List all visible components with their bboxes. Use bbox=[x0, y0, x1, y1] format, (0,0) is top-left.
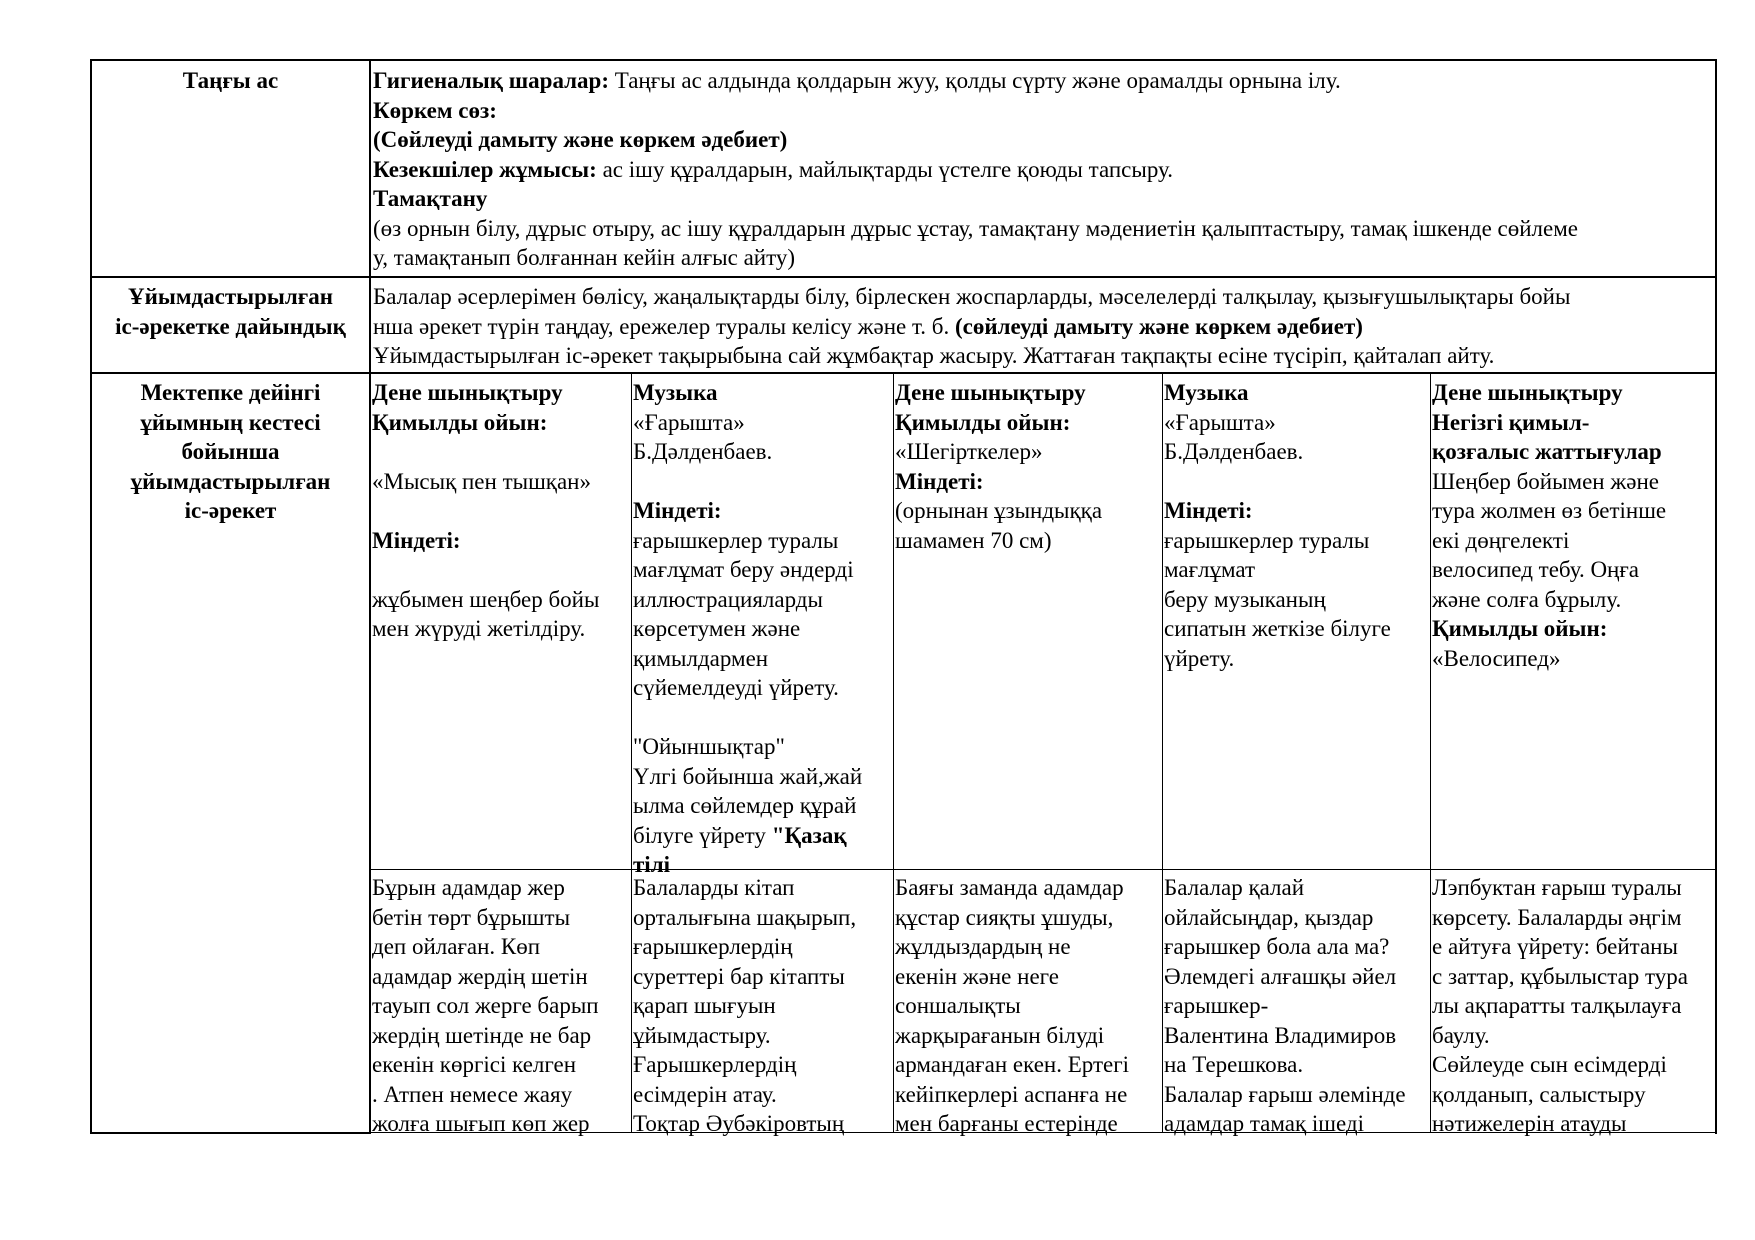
bottom-line: жарқырағанын білуді bbox=[895, 1022, 1105, 1048]
bottom-line: армандаған екен. Ертегі bbox=[895, 1052, 1130, 1077]
schedule-header-line: іс-әрекет bbox=[184, 498, 277, 523]
bottom-line: екенін көргісі келген bbox=[372, 1052, 577, 1077]
col2-author: Б.Дәлденбаев. bbox=[633, 439, 773, 464]
col2-task-line: сүйемелдеуді үйрету. bbox=[633, 675, 839, 700]
col2-title: Музыка bbox=[633, 380, 718, 405]
schedule-col-3 bbox=[894, 378, 1162, 555]
bottom-line: соншалықты bbox=[895, 993, 1021, 1018]
col4-title: Музыка bbox=[1164, 380, 1249, 405]
col2-task-line: мағлұмат беру әндерді bbox=[633, 557, 854, 582]
bottom-line: Сөйлеуде сын есімдерді bbox=[1432, 1052, 1667, 1077]
col4-song: «Ғарышта» bbox=[1164, 409, 1276, 435]
row-divider-2 bbox=[90, 372, 1717, 374]
bottom-line: адамдар жердің шетін bbox=[372, 963, 588, 989]
col1-game: «Мысық пен тышқан» bbox=[372, 468, 591, 494]
bottom-line: . Атпен немесе жаяу bbox=[372, 1081, 573, 1107]
bottom-line: лы ақпаратты талқылауға bbox=[1432, 993, 1682, 1018]
bottom-line: е айтуға үйрету: бейтаны bbox=[1432, 934, 1678, 959]
col5-title: Дене шынықтыру bbox=[1432, 380, 1623, 405]
row-header-schedule bbox=[92, 378, 369, 526]
duty-line bbox=[373, 155, 1714, 185]
spacer bbox=[633, 703, 892, 733]
bottom-line: с заттар, құбылыстар тура bbox=[1432, 963, 1688, 989]
preparation-header-line-2: іс-әрекетке дайындық bbox=[115, 313, 346, 339]
bottom-line: кейіпкерлері аспанға не bbox=[895, 1081, 1128, 1107]
bottom-line: ойлайсыңдар, қыздар bbox=[1164, 904, 1374, 930]
spacer bbox=[1164, 467, 1429, 497]
col5-text-line: және солға бұрылу. bbox=[1432, 586, 1622, 612]
speech-development-line bbox=[373, 125, 1714, 155]
col1-task-line: мен жүруді жетілдіру. bbox=[372, 616, 586, 641]
bottom-line: бетін төрт бұрышты bbox=[372, 904, 571, 930]
col5-subtitle: Негізгі қимыл- bbox=[1432, 409, 1590, 435]
schedule-header-line: ұйымдастырылған bbox=[130, 468, 331, 494]
duty-label: Кезекшілер жұмысы: bbox=[373, 156, 597, 182]
bottom-line: жердің шетінде не бар bbox=[372, 1022, 592, 1048]
table-border-top bbox=[90, 59, 1717, 61]
bottom-line: көрсету. Балаларды әңгім bbox=[1432, 904, 1682, 930]
table-border-bottom-left bbox=[90, 1132, 371, 1134]
col2-extra-title: "Ойыншықтар" bbox=[633, 734, 785, 759]
subrow-divider bbox=[369, 869, 1717, 870]
schedule-header-line: Мектепке дейінгі bbox=[140, 380, 321, 405]
speech-development-label: (Сөйлеуді дамыту және көркем әдебиет) bbox=[373, 127, 788, 152]
col5-text-line: Шеңбер бойымен және bbox=[1432, 468, 1659, 494]
artistic-word-line bbox=[373, 96, 1714, 126]
bottom-line: ғарышкер бола ала ма? bbox=[1164, 934, 1390, 959]
breakfast-header-text: Таңғы ас bbox=[182, 68, 279, 93]
col2-extra-line: білуге үйрету "Қазақ bbox=[633, 822, 847, 848]
bottom-line: қолданып, салыстыру bbox=[1432, 1081, 1646, 1107]
col1-task-label: Міндеті: bbox=[372, 527, 461, 553]
bottom-col-1 bbox=[371, 873, 631, 1139]
bottom-line: Әлемдегі алғашқы әйел bbox=[1164, 963, 1397, 989]
table-border-left bbox=[90, 59, 92, 1134]
col5-text-line: екі дөңгелекті bbox=[1432, 527, 1570, 553]
bottom-line: Балаларды кітап bbox=[633, 875, 795, 900]
bottom-line: на Терешкова. bbox=[1164, 1052, 1304, 1077]
bottom-col-3 bbox=[894, 873, 1162, 1139]
bottom-line: суреттері бар кітапты bbox=[633, 963, 845, 989]
col3-subtitle: Қимылды ойын: bbox=[895, 409, 1071, 435]
bottom-line: Лэпбуктан ғарыш туралы bbox=[1432, 875, 1682, 900]
col5-subtitle: қозғалыс жаттығулар bbox=[1432, 439, 1662, 464]
bottom-line: Баяғы заманда адамдар bbox=[895, 875, 1124, 900]
bottom-line: Балалар қалай bbox=[1164, 875, 1305, 900]
schedule-col-4 bbox=[1163, 378, 1430, 673]
col5-text-line: тура жолмен өз бетінше bbox=[1432, 498, 1667, 523]
col1-task-line: жұбымен шеңбер бойы bbox=[372, 586, 600, 612]
bottom-line: Ғарышкерлердің bbox=[633, 1052, 797, 1077]
preparation-line-2 bbox=[373, 312, 1714, 342]
bottom-line: адамдар тамақ ішеді bbox=[1164, 1111, 1365, 1136]
bottom-line: екенін және неге bbox=[895, 963, 1059, 989]
preparation-line-2-text: нша әрекет түрін таңдау, ережелер туралы келісу және т. б. bbox=[373, 313, 956, 339]
col4-task-line: ғарышкерлер туралы bbox=[1164, 527, 1370, 553]
bottom-line: баулу. bbox=[1432, 1022, 1490, 1048]
bottom-line: жолға шығып көп жер bbox=[372, 1111, 590, 1136]
schedule-header-line: ұйымның кестесі bbox=[140, 409, 321, 435]
schedule-col-5 bbox=[1431, 378, 1715, 673]
eating-line bbox=[373, 184, 1714, 214]
schedule-col-2 bbox=[632, 378, 893, 880]
breakfast-content bbox=[372, 66, 1715, 273]
row-header-breakfast bbox=[92, 66, 369, 96]
col4-task-label: Міндеті: bbox=[1164, 498, 1253, 523]
bottom-col-5 bbox=[1431, 873, 1715, 1139]
row-header-preparation bbox=[92, 282, 369, 341]
col2-extra-line: Үлгі бойынша жай,жай bbox=[633, 763, 863, 789]
eating-text-line-2: у, тамақтанып болғаннан кейін алғыс айту) bbox=[373, 245, 796, 270]
col2-task-line: қимылдармен bbox=[633, 645, 769, 671]
col4-task-line: мағлұмат bbox=[1164, 557, 1256, 582]
col4-task-line: сипатын жеткізе білуге bbox=[1164, 616, 1391, 641]
row-divider-1 bbox=[90, 276, 1717, 278]
duty-text: ас ішу құралдарын, майлықтарды үстелге қоюды тапсыру. bbox=[596, 156, 1173, 182]
col5-text-line: велосипед тебу. Оңға bbox=[1432, 557, 1640, 582]
eating-text-line-1: (өз орнын білу, дұрыс отыру, ас ішу құралдарын дұрыс ұстау, тамақтану мәдениетін қалыптастыру, тамақ ішкенде сөйлеме bbox=[373, 215, 1578, 241]
bottom-line: ғарышкерлердің bbox=[633, 934, 793, 959]
col1-subtitle: Қимылды ойын: bbox=[372, 409, 548, 435]
bottom-line: мен барғаны естерінде bbox=[895, 1111, 1118, 1136]
spacer bbox=[372, 555, 630, 585]
col2-task-line: ғарышкерлер туралы bbox=[633, 527, 839, 553]
hygiene-line bbox=[373, 66, 1714, 96]
bottom-line: Бұрын адамдар жер bbox=[372, 875, 565, 900]
bottom-line: есімдерін атау. bbox=[633, 1081, 777, 1107]
spacer bbox=[633, 467, 892, 497]
bottom-line: ұйымдастыру. bbox=[633, 1022, 771, 1048]
hygiene-label: Гигиеналық шаралар: bbox=[373, 68, 609, 93]
bottom-line: нәтижелерін атауды bbox=[1432, 1111, 1627, 1136]
schedule-col-1 bbox=[371, 378, 631, 644]
bottom-line: құстар сияқты ұшуды, bbox=[895, 904, 1114, 930]
spacer bbox=[372, 437, 630, 467]
schedule-header-line: бойынша bbox=[181, 439, 280, 464]
col1-title: Дене шынықтыру bbox=[372, 380, 563, 405]
col5-game-label: Қимылды ойын: bbox=[1432, 616, 1608, 641]
bottom-line: орталығына шақырып, bbox=[633, 904, 857, 930]
bottom-line: тауып сол жерге барып bbox=[372, 993, 599, 1018]
col2-task-line: иллюстрацияларды bbox=[633, 586, 823, 612]
bottom-line: қарап шығуын bbox=[633, 993, 776, 1018]
col3-game: «Шегірткелер» bbox=[895, 439, 1043, 464]
table-border-right bbox=[1715, 59, 1717, 1134]
col3-task-label: Міндеті: bbox=[895, 468, 984, 494]
preparation-line-2-bold: (сөйлеуді дамыту және көркем әдебиет) bbox=[955, 313, 1363, 339]
spacer bbox=[372, 496, 630, 526]
preparation-content bbox=[372, 282, 1715, 371]
col2-extra-bold-line: тілі bbox=[633, 852, 670, 877]
col4-author: Б.Дәлденбаев. bbox=[1164, 439, 1304, 464]
bottom-col-4 bbox=[1163, 873, 1430, 1139]
col2-task-label: Міндеті: bbox=[633, 498, 722, 523]
preparation-line-3: Ұйымдастырылған іс-әрекет тақырыбына сай жұмбақтар жасыру. Жаттаған тақпақты есіне түсіріп, қайталап айту. bbox=[373, 343, 1495, 368]
bottom-line: ғарышкер- bbox=[1164, 993, 1269, 1018]
preparation-header-line-1: Ұйымдастырылған bbox=[128, 284, 333, 309]
bottom-line: Тоқтар Әубәкіровтың bbox=[633, 1111, 845, 1136]
eating-label: Тамақтану bbox=[373, 186, 488, 211]
artistic-word-label: Көркем сөз: bbox=[373, 97, 497, 123]
col2-extra-line: ылма сөйлемдер құрай bbox=[633, 793, 857, 818]
bottom-line: деп ойлаған. Көп bbox=[372, 934, 541, 959]
col5-game: «Велосипед» bbox=[1432, 645, 1561, 671]
col4-task-line: беру музыканың bbox=[1164, 586, 1326, 612]
col2-extra-bold: "Қазақ bbox=[771, 822, 847, 848]
hygiene-text: Таңғы ас алдында қолдарын жуу, қолды сүрту және орамалды орнына ілу. bbox=[609, 68, 1341, 93]
preparation-line-1: Балалар әсерлерімен бөлісу, жаңалықтарды білу, бірлескен жоспарларды, мәселелерді талқылау, қызығушылықтары бойы bbox=[373, 284, 1571, 309]
col2-task-line: көрсетумен және bbox=[633, 616, 801, 641]
col3-task-line: шамамен 70 см) bbox=[895, 527, 1052, 553]
col3-title: Дене шынықтыру bbox=[895, 380, 1086, 405]
col2-song: «Ғарышта» bbox=[633, 409, 745, 435]
bottom-line: Балалар ғарыш әлемінде bbox=[1164, 1081, 1406, 1107]
bottom-line: Валентина Владимиров bbox=[1164, 1022, 1397, 1048]
bottom-col-2 bbox=[632, 873, 893, 1139]
col4-task-line: үйрету. bbox=[1164, 645, 1235, 671]
bottom-line: жұлдыздардың не bbox=[895, 934, 1071, 959]
col3-task-line: (орнынан ұзындыққа bbox=[895, 498, 1103, 523]
